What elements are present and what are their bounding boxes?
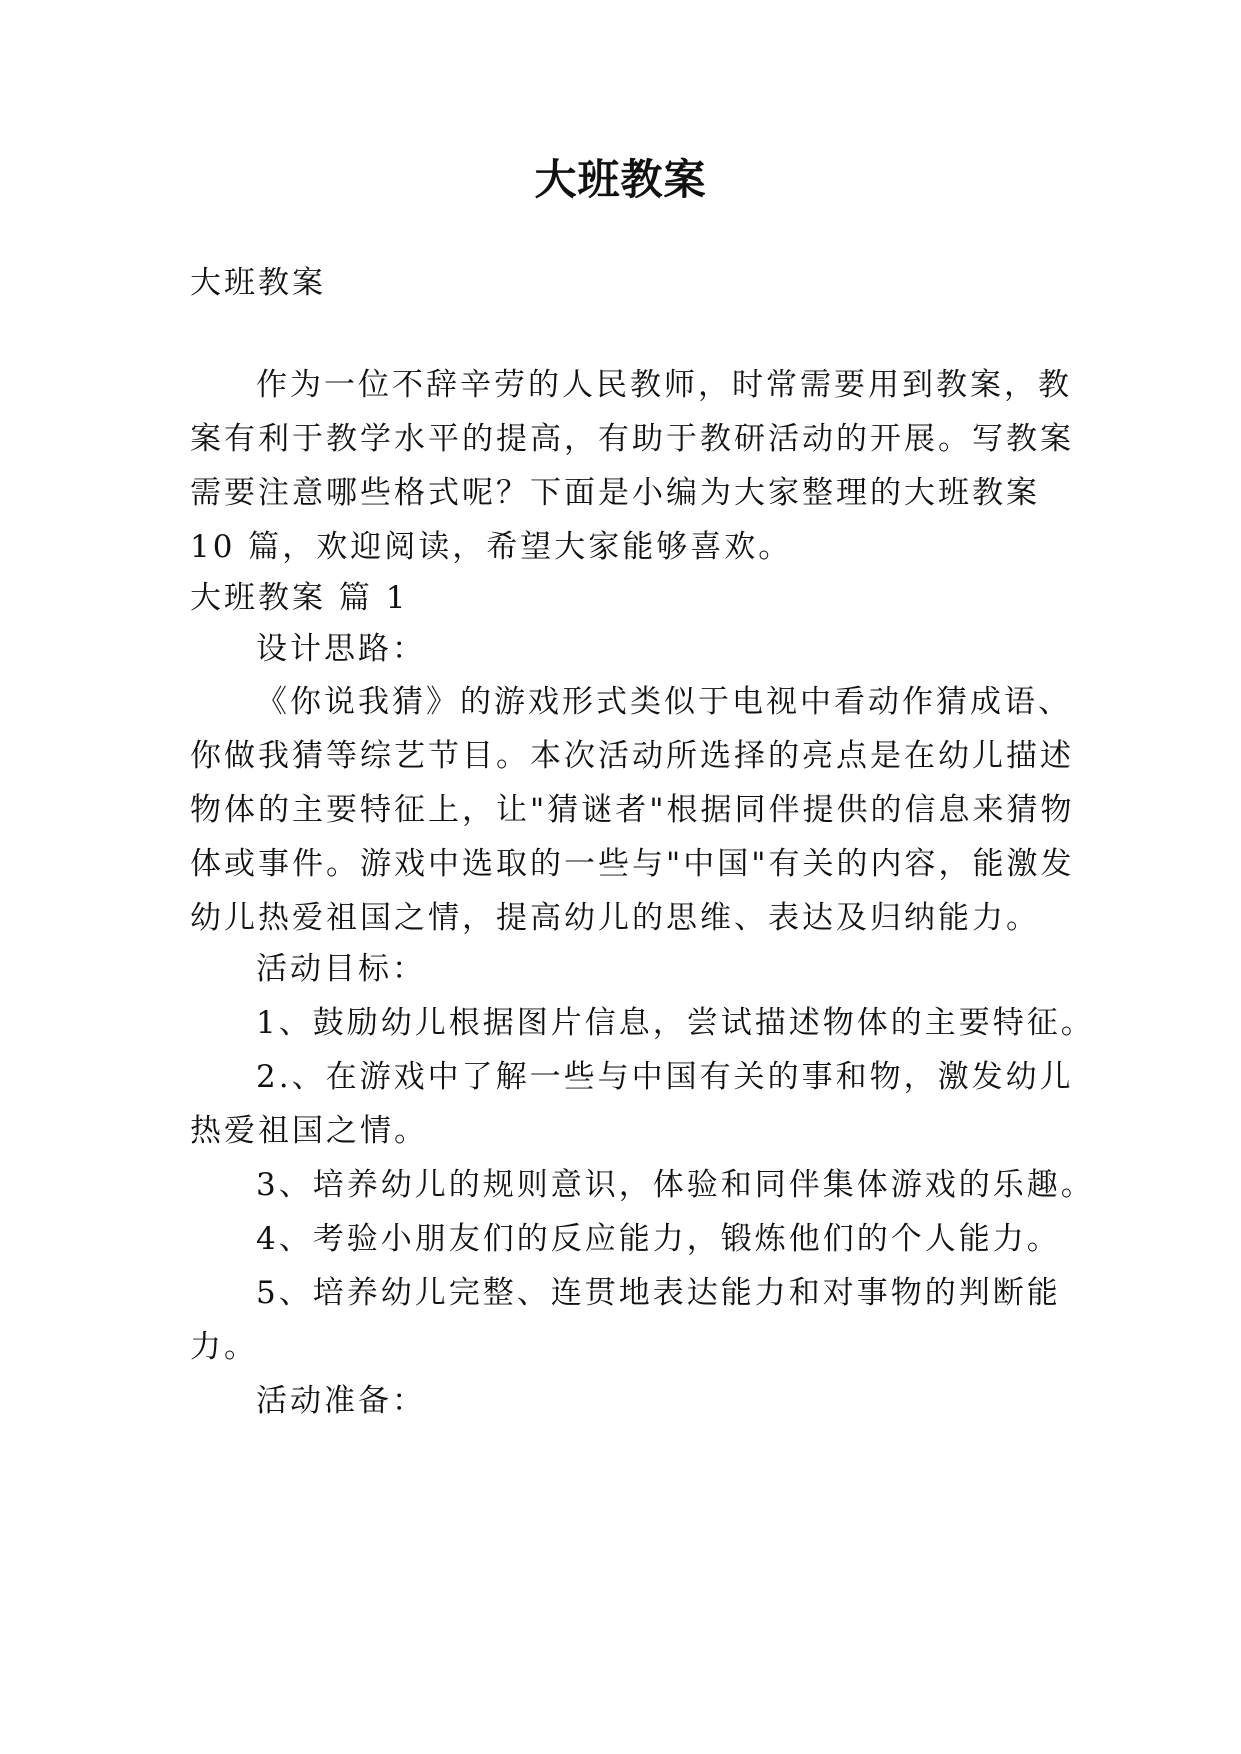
goal-2-line-2: 热爱祖国之情。 bbox=[190, 1113, 428, 1149]
design-line-2: 你做我猜等综艺节目。本次活动所选择的亮点是在幼儿描述 bbox=[190, 738, 1074, 774]
design-heading: 设计思路： bbox=[256, 631, 426, 667]
goal-2-line-1: 2.、在游戏中了解一些与中国有关的事和物，激发幼儿 bbox=[256, 1059, 1074, 1095]
design-line-5: 幼儿热爱祖国之情，提高幼儿的思维、表达及归纳能力。 bbox=[190, 900, 1040, 936]
goal-5-line-1: 5、培养幼儿完整、连贯地表达能力和对事物的判断能 bbox=[256, 1275, 1061, 1311]
intro-line-4: 10 篇，欢迎阅读，希望大家能够喜欢。 bbox=[190, 529, 793, 565]
goal-5-line-2: 力。 bbox=[190, 1329, 258, 1365]
section-heading: 大班教案 篇 1 bbox=[190, 580, 409, 616]
design-line-3: 物体的主要特征上，让"猜谜者"根据同伴提供的信息来猜物 bbox=[190, 792, 1075, 828]
prep-heading: 活动准备： bbox=[256, 1383, 426, 1419]
goal-1: 1、鼓励幼儿根据图片信息，尝试描述物体的主要特征。 bbox=[256, 1005, 1095, 1041]
goal-4: 4、考验小朋友们的反应能力，锻炼他们的个人能力。 bbox=[256, 1221, 1061, 1257]
intro-line-2: 案有利于教学水平的提高，有助于教研活动的开展。写教案 bbox=[190, 421, 1074, 457]
goals-heading: 活动目标： bbox=[256, 951, 426, 987]
document-title: 大班教案 bbox=[534, 155, 707, 204]
intro-line-1: 作为一位不辞辛劳的人民教师，时常需要用到教案，教 bbox=[256, 367, 1072, 403]
goal-3: 3、培养幼儿的规则意识，体验和同伴集体游戏的乐趣。 bbox=[256, 1167, 1095, 1203]
design-line-1: 《你说我猜》的游戏形式类似于电视中看动作猜成语、 bbox=[256, 684, 1072, 720]
design-line-4: 体或事件。游戏中选取的一些与"中国"有关的内容，能激发 bbox=[190, 846, 1075, 882]
intro-line-3: 需要注意哪些格式呢？下面是小编为大家整理的大班教案 bbox=[190, 475, 1040, 511]
document-subtitle: 大班教案 bbox=[190, 265, 326, 301]
